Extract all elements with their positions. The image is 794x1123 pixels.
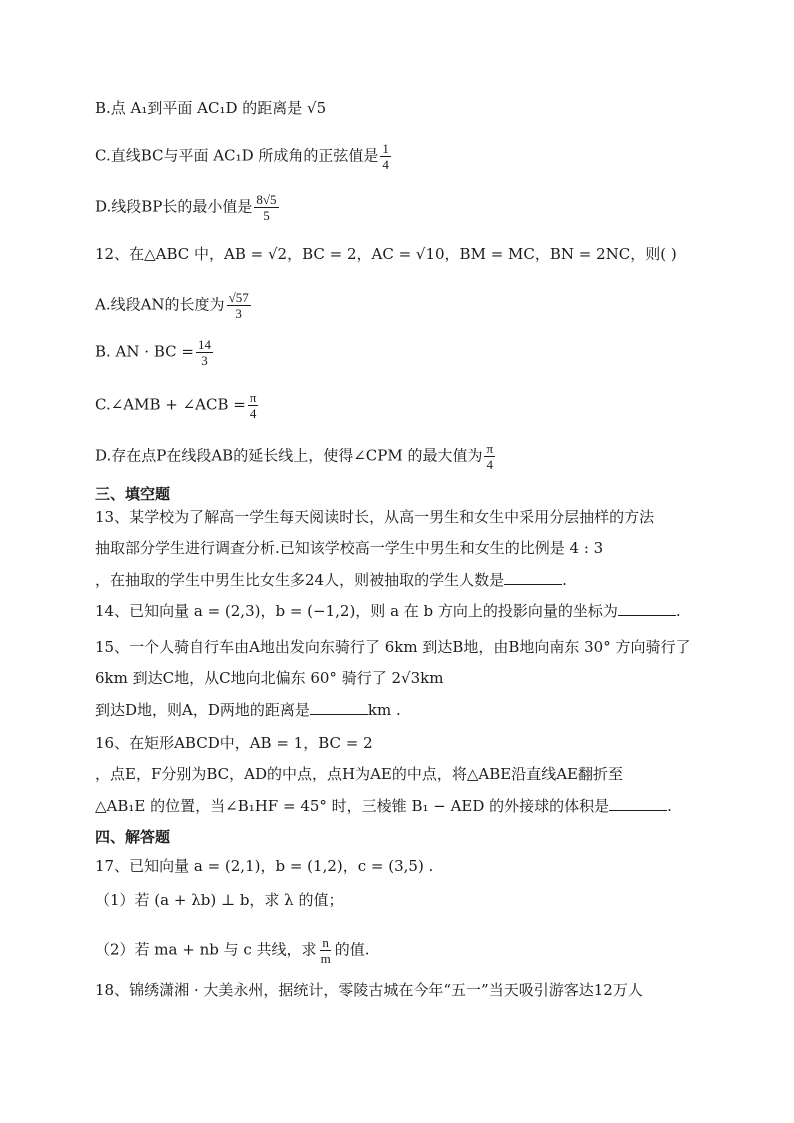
answer-blank[interactable] bbox=[618, 601, 676, 616]
question-16-line-3: △AB₁E 的位置，当∠B₁HF = 45° 时，三棱锥 B₁ − AED 的外接球的体积是 . bbox=[95, 797, 672, 815]
question-17-part-1 bbox=[95, 890, 343, 910]
section-heading-text: 四、解答题 bbox=[95, 828, 171, 846]
option-d-text: D.线段BP长的最小值是 bbox=[95, 197, 253, 216]
fraction-numerator: 14 bbox=[197, 337, 211, 352]
option-d-line bbox=[95, 192, 281, 223]
question-12-option-d bbox=[95, 441, 497, 472]
fraction-denominator: 4 bbox=[249, 406, 257, 421]
question-15-line-2 bbox=[95, 668, 443, 688]
question-15-text-2: 6km 到达C地，从C地向北偏东 60° 骑行了 2√3km bbox=[95, 669, 444, 687]
question-17-text: 17、已知向量 a = (2,1)，b = (1,2)，c = (3,5) . bbox=[95, 857, 434, 875]
option-a-text: A.线段AN的长度为 bbox=[95, 295, 225, 314]
fraction-numerator: π bbox=[486, 441, 494, 456]
question-17-part-2-text: （2）若 ma + nb 与 c 共线，求 bbox=[95, 940, 317, 959]
question-18-text: 18、锦绣潇湘 · 大美永州，据统计，零陵古城在今年“五一”当天吸引游客达12万人 bbox=[95, 981, 643, 999]
option-c-text: C.直线BC与平面 AC₁D 所成角的正弦值是 bbox=[95, 146, 379, 165]
question-16-text-2: ，点E，F分别为BC，AD的中点，点H为AE的中点，将△ABE沿直线AE翻折至 bbox=[95, 765, 623, 783]
question-12-option-a bbox=[95, 290, 253, 321]
question-14-text: 14、已知向量 a = (2,3)，b = (−1,2)，则 a 在 b 方向上的投影向量的坐标为 bbox=[95, 602, 618, 620]
question-13-text-2: 抽取部分学生进行调查分析.已知该学校高一学生中男生和女生的比例是 4 : 3 bbox=[95, 539, 604, 557]
fraction-denominator: 3 bbox=[201, 353, 208, 368]
option-d-fraction bbox=[254, 192, 278, 223]
option-a-fraction bbox=[227, 290, 251, 321]
option-b-line bbox=[95, 98, 326, 118]
question-13-line-1 bbox=[95, 507, 654, 527]
question-13-text-1: 13、某学校为了解高一学生每天阅读时长，从高一男生和女生中采用分层抽样的方法 bbox=[95, 508, 655, 526]
question-15-line-1 bbox=[95, 637, 690, 657]
fraction-numerator: π bbox=[249, 390, 257, 405]
question-17-part-1-text: （1）若 (a + λb) ⊥ b，求 λ 的值； bbox=[95, 891, 344, 909]
question-17-fraction bbox=[319, 935, 333, 966]
option-c-fraction bbox=[248, 390, 259, 421]
option-b-text: B.点 A₁到平面 AC₁D 的距离是 √5 bbox=[95, 99, 327, 117]
question-13-text-3: ，在抽取的学生中男生比女生多24人，则被抽取的学生人数是 bbox=[95, 571, 505, 589]
answer-blank[interactable] bbox=[609, 796, 667, 811]
section-heading-solve bbox=[95, 827, 170, 847]
question-15-line-3 bbox=[95, 700, 401, 720]
option-b-fraction bbox=[196, 337, 213, 368]
question-18 bbox=[95, 980, 643, 1000]
question-17-part-2-tail: 的值. bbox=[334, 940, 370, 959]
question-15-text-3: 到达D地，则A，D两地的距离是 bbox=[95, 701, 310, 719]
section-heading-text: 三、填空题 bbox=[95, 485, 171, 503]
fraction-denominator: 3 bbox=[235, 306, 242, 321]
fraction-denominator: 4 bbox=[382, 157, 389, 172]
option-c-line bbox=[95, 141, 393, 172]
section-heading-fill-in bbox=[95, 484, 170, 504]
fraction-numerator: 8√5 bbox=[256, 192, 277, 207]
question-17-part-2 bbox=[95, 935, 369, 966]
question-16-line-1 bbox=[95, 733, 373, 753]
question-15-text-1: 15、一个人骑自行车由A地出发向东骑行了 6km 到达B地，由B地向南东 30° 方向骑行了 bbox=[95, 638, 691, 656]
answer-blank[interactable] bbox=[310, 700, 368, 715]
fraction-numerator: n bbox=[322, 935, 329, 950]
fraction-numerator: 1 bbox=[382, 141, 389, 156]
question-12-text: 12、在△ABC 中，AB = √2，BC = 2，AC = √10，BM = MC，BN = 2NC，则( ) bbox=[95, 245, 677, 263]
option-b-text: B. AN · BC = bbox=[95, 342, 194, 361]
option-c-fraction bbox=[380, 141, 391, 172]
question-14: 14、已知向量 a = (2,3)，b = (−1,2)，则 a 在 b 方向上的投影向量的坐标为 . bbox=[95, 602, 681, 620]
question-12-option-c bbox=[95, 390, 260, 421]
fraction-denominator: 5 bbox=[263, 208, 270, 223]
option-c-text: C.∠AMB + ∠ACB = bbox=[95, 395, 246, 414]
fraction-denominator: m bbox=[320, 951, 331, 966]
option-d-text: D.存在点P在线段AB的延长线上，使得∠CPM 的最大值为 bbox=[95, 446, 483, 465]
question-12 bbox=[95, 244, 677, 264]
question-16-text-1: 16、在矩形ABCD中，AB = 1，BC = 2 bbox=[95, 734, 373, 752]
fraction-numerator: √57 bbox=[228, 290, 249, 305]
question-16-line-2 bbox=[95, 764, 623, 784]
question-17 bbox=[95, 856, 433, 876]
question-13-line-2 bbox=[95, 538, 603, 558]
question-12-option-b bbox=[95, 337, 215, 368]
fraction-denominator: 4 bbox=[486, 457, 494, 472]
question-13-line-3: ，在抽取的学生中男生比女生多24人，则被抽取的学生人数是 . bbox=[95, 571, 567, 589]
question-16-text-3: △AB₁E 的位置，当∠B₁HF = 45° 时，三棱锥 B₁ − AED 的外接球的体积是 bbox=[95, 797, 610, 815]
unit-text: km . bbox=[367, 701, 401, 719]
answer-blank[interactable] bbox=[504, 570, 562, 585]
option-d-fraction bbox=[484, 441, 495, 472]
